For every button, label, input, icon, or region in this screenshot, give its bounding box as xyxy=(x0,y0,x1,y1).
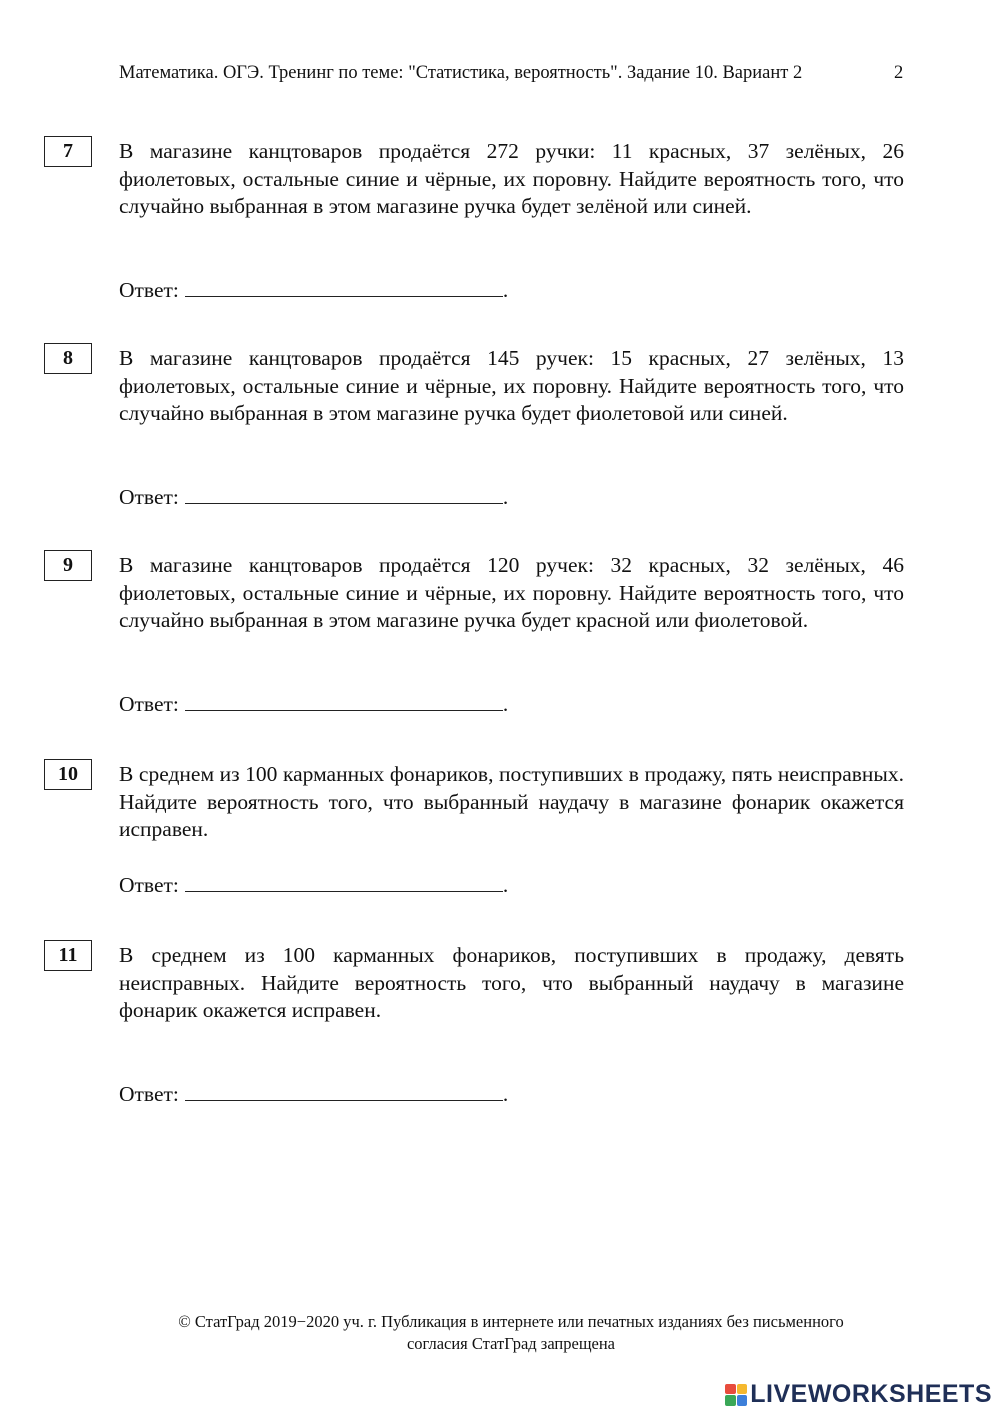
task-text: В магазине канцтоваров продаётся 145 ручек: 15 красных, 27 зелёных, 13 фиолетовых, остальные синие и чёрные, их поровну. Найдите вероятность того, что случайно выбранная в этом магазине ручка будет фиолетовой или синей. xyxy=(119,346,904,425)
copyright-footer xyxy=(100,1311,922,1355)
answer-line[interactable] xyxy=(185,1082,503,1101)
answer-label: Ответ: xyxy=(119,278,179,302)
answer-end: . xyxy=(502,1082,509,1106)
answer-end: . xyxy=(502,692,509,716)
task-text: В среднем из 100 карманных фонариков, поступивших в продажу, пять неисправных. Найдите вероятность того, что выбранный наудачу в магазине фонарик окажется исправен. xyxy=(119,762,904,841)
task-text: В магазине канцтоваров продаётся 272 ручки: 11 красных, 37 зелёных, 26 фиолетовых, остальные синие и чёрные, их поровну. Найдите вероятность того, что случайно выбранная в этом магазине ручка будет зелёной или синей. xyxy=(119,139,904,218)
answer-label: Ответ: xyxy=(119,1082,179,1106)
brand-name: LIVEWORKSHEETS xyxy=(750,1380,992,1408)
answer-label: Ответ: xyxy=(119,485,179,509)
task-number-box: 11 xyxy=(44,940,92,971)
liveworksheets-brand[interactable] xyxy=(725,1380,992,1409)
answer-label: Ответ: xyxy=(119,692,179,716)
task-text: В магазине канцтоваров продаётся 120 ручек: 32 красных, 32 зелёных, 46 фиолетовых, остальные синие и чёрные, их поровну. Найдите вероятность того, что случайно выбранная в этом магазине ручка будет красной или фиолетовой. xyxy=(119,553,904,632)
task-number-box: 9 xyxy=(44,550,92,581)
answer-end: . xyxy=(502,485,509,509)
task-number-box: 8 xyxy=(44,343,92,374)
answer-label: Ответ: xyxy=(119,873,179,897)
liveworksheets-logo-icon xyxy=(725,1384,747,1406)
answer-row xyxy=(119,692,508,717)
answer-row xyxy=(119,485,508,510)
answer-line[interactable] xyxy=(185,278,503,297)
answer-line[interactable] xyxy=(185,485,503,504)
answer-line[interactable] xyxy=(185,873,503,892)
task-number-box: 7 xyxy=(44,136,92,167)
page-header xyxy=(119,63,909,84)
answer-row xyxy=(119,1082,508,1107)
footer-line-1: © СтатГрад 2019−2020 уч. г. Публикация в интернете или печатных изданиях без письменного xyxy=(178,1312,844,1331)
answer-line[interactable] xyxy=(185,692,503,711)
footer-line-2: согласия СтатГрад запрещена xyxy=(406,1334,616,1353)
header-title: Математика. ОГЭ. Тренинг по теме: "Статистика, вероятность". Задание 10. Вариант 2 xyxy=(119,63,803,83)
task-number-box: 10 xyxy=(44,759,92,790)
page-number: 2 xyxy=(894,63,904,83)
answer-end: . xyxy=(502,873,509,897)
answer-end: . xyxy=(502,278,509,302)
answer-row xyxy=(119,873,508,898)
task-text: В среднем из 100 карманных фонариков, поступивших в продажу, девять неисправных. Найдите вероятность того, что выбранный наудачу в магазине фонарик окажется исправен. xyxy=(119,943,904,1022)
answer-row xyxy=(119,278,508,303)
